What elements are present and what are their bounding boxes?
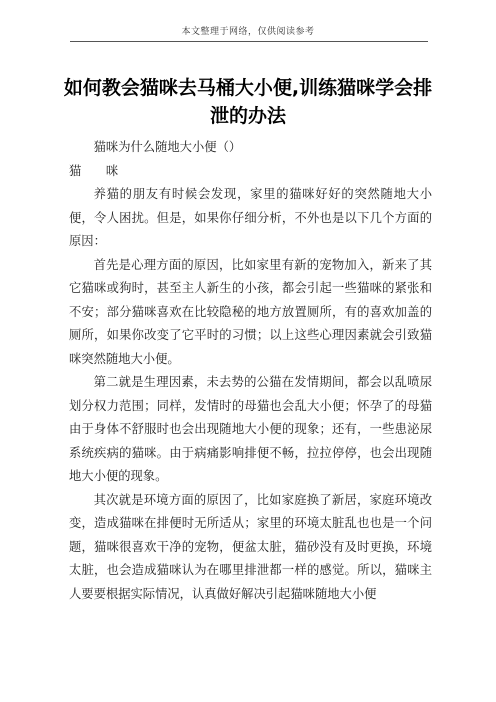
document-body (69, 136, 432, 606)
header-divider (70, 41, 428, 42)
paragraph-subheading: 猫咪为什么随地大小便（） (93, 140, 242, 154)
document-title: 如何教会猫咪去马桶大小便,训练猫咪学会排泄的办法 (63, 77, 433, 127)
paragraph-environmental: 其次就是环境方面的原因了，比如家庭换了新居，家庭环境改变，造成猫咪在排便时无所适从；家里的环境太脏乱也也是一个问题，猫咪很喜欢干净的宠物，便盆太脏，猫砂没有及时更换，环境太脏，也会造成猫咪认为在哪里排泄都一样的感觉。所以，猫咪主人要要根据实际情况，认真做好解决引起猫咪随地大小便 (69, 492, 432, 601)
header-note: 本文整理于网络，仅供阅读参考 (181, 27, 315, 37)
paragraph-psychological: 首先是心理方面的原因，比如家里有新的宠物加入，新来了其它猫咪或狗时，甚至主人新生的小孩，都会引起一些猫咪的紧张和不安；部分猫咪喜欢在比较隐秘的地方放置厕所，有的喜欢加盖的厕所，如果你改变了它平时的习惯；以上这些心理因素就会引致猫咪突然随地大小便。 (69, 257, 432, 366)
paragraph-label: 猫咪 (69, 163, 143, 178)
paragraph-intro: 养猫的朋友有时候会发现，家里的猫咪好好的突然随地大小便，令人困扰。但是，如果你仔细分析，不外也是以下几个方面的原因： (69, 187, 432, 248)
paragraph-physiological: 第二就是生理因素，未去势的公猫在发情期间，都会以乱喷尿划分权力范围；同样，发情时的母猫也会乱大小便；怀孕了的母猫由于身体不舒服时也会出现随地大小便的现象；还有，一些患泌尿系统疾病的猫咪。由于病痛影响排便不畅，拉拉停停，也会出现随地大小便的现象。 (69, 375, 432, 483)
